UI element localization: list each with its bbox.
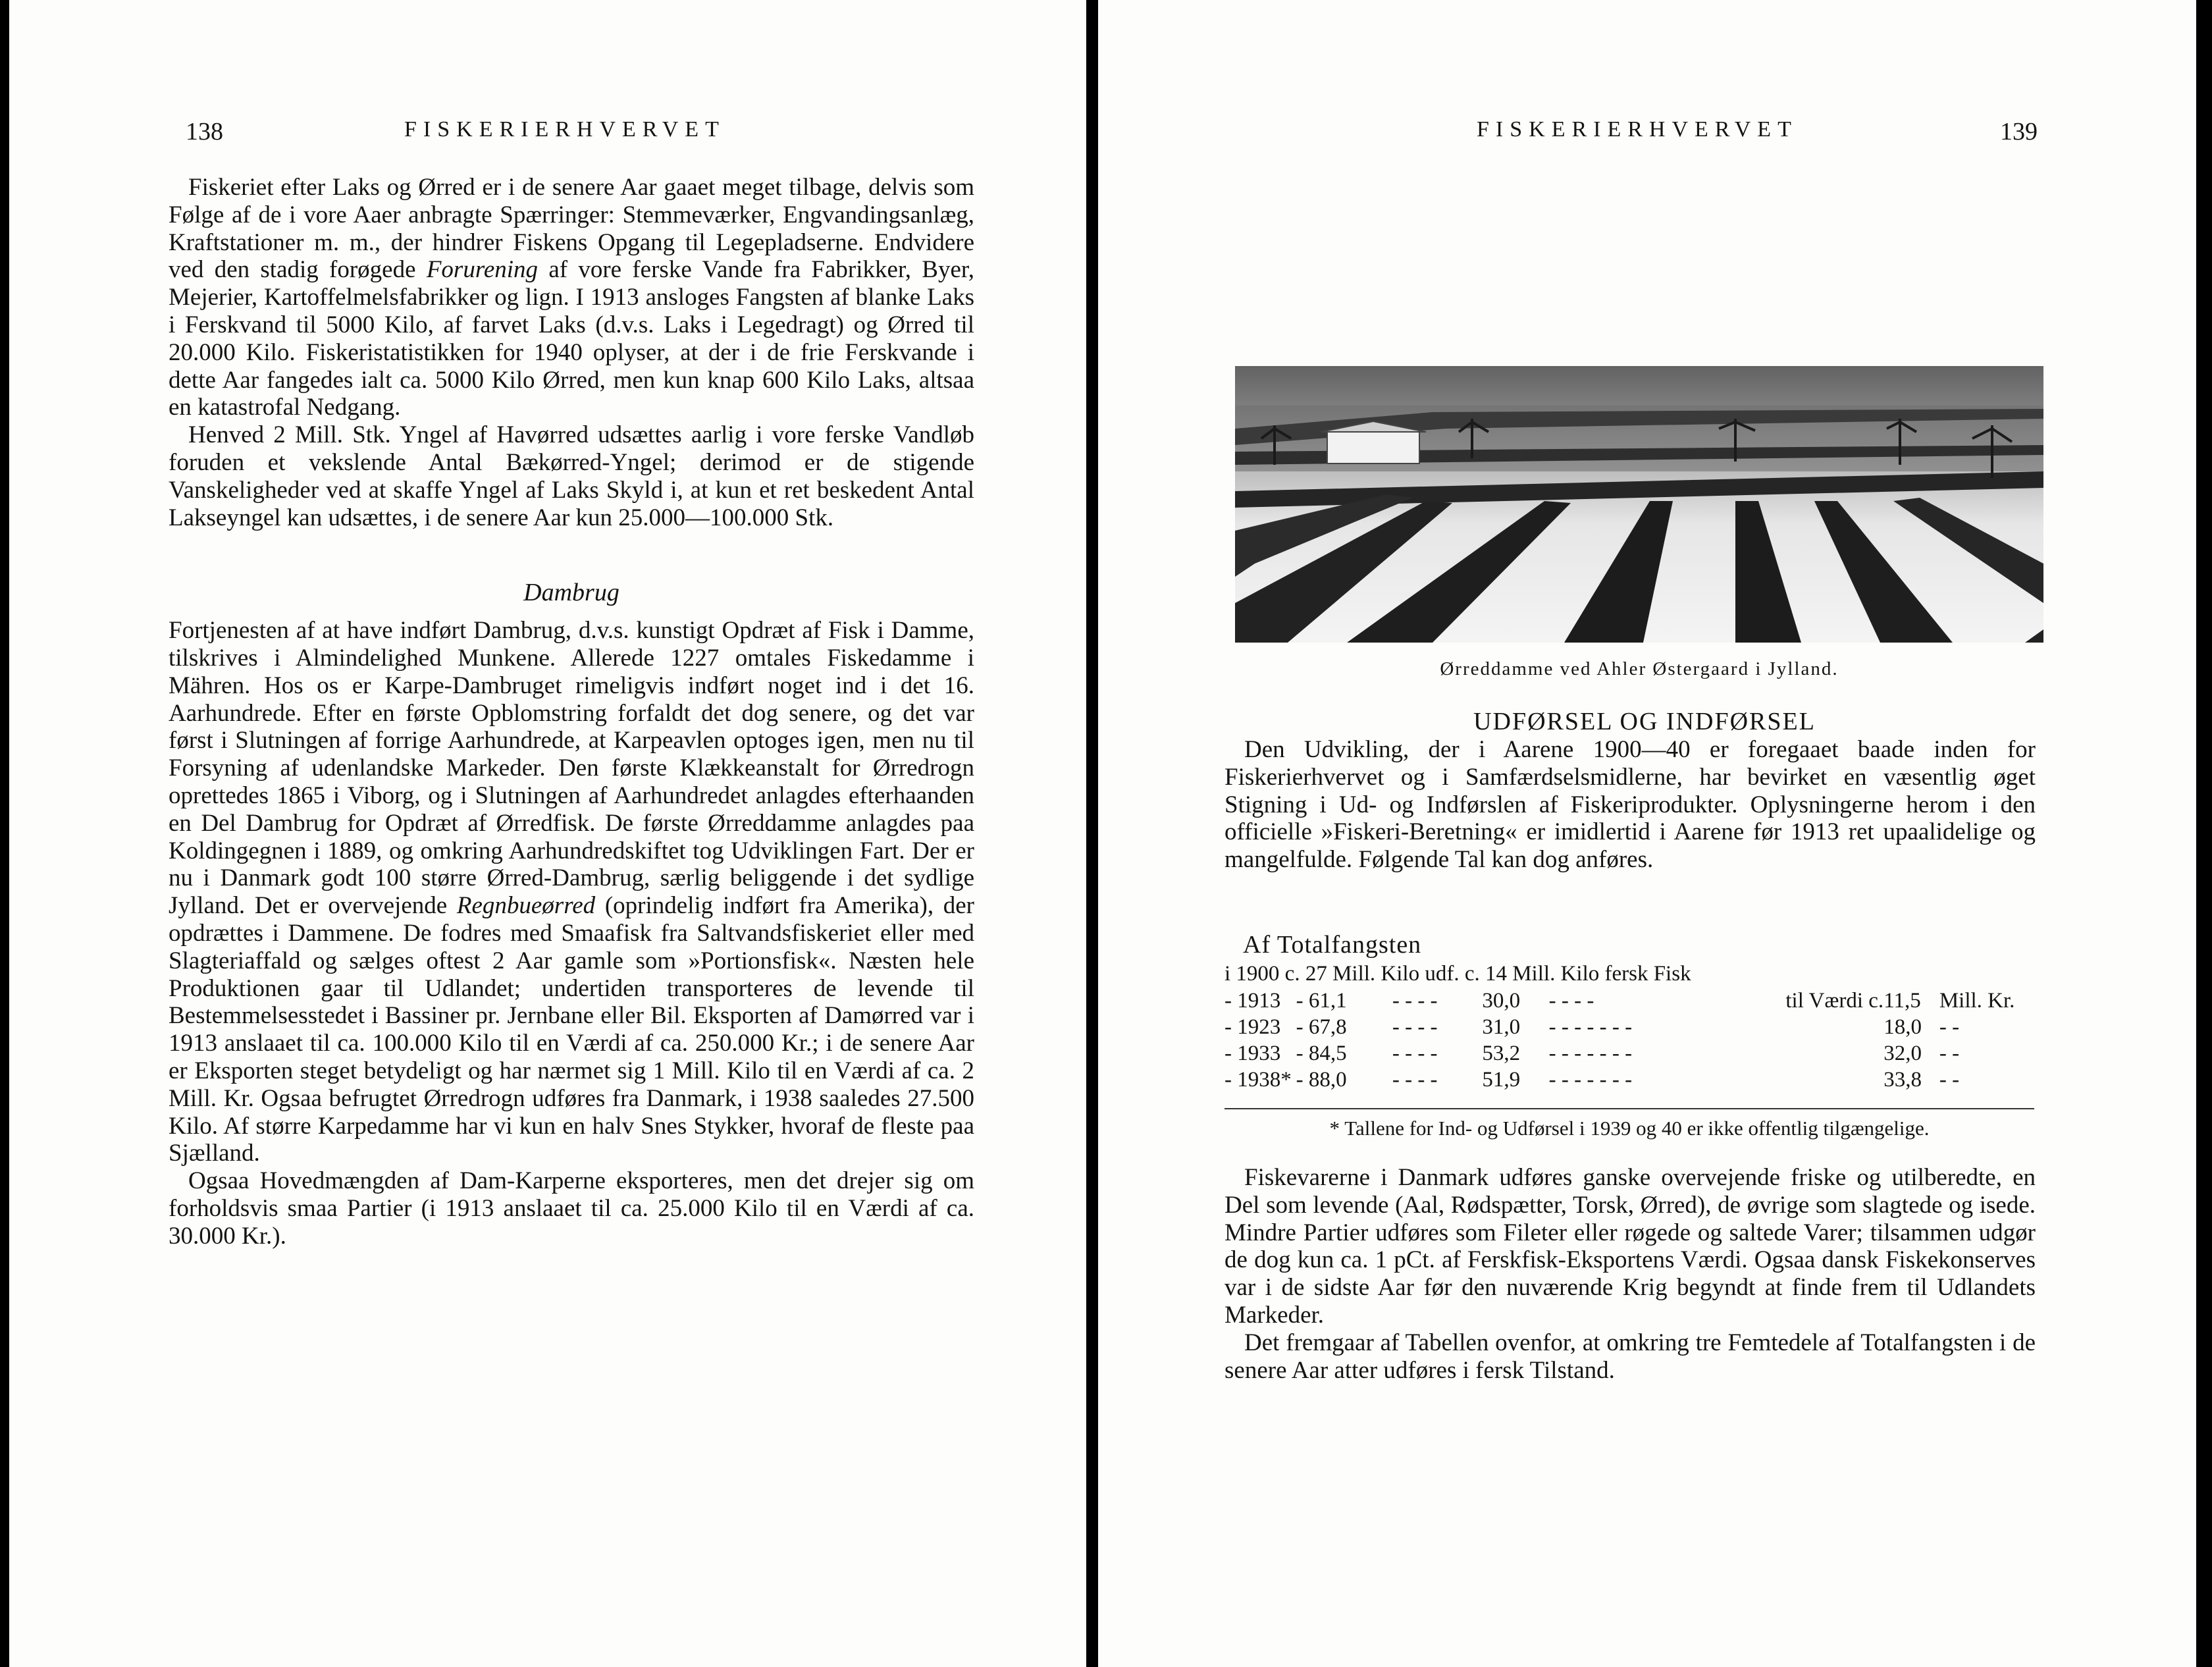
left-body-text <box>169 174 974 1250</box>
stats-row <box>1224 1040 2034 1067</box>
stats-cell-total: - 84,5 <box>1296 1041 1347 1065</box>
stats-cell-year: - 1913 <box>1224 988 1281 1013</box>
stats-cell-unit: - - <box>1939 1067 1960 1092</box>
stats-row <box>1224 1067 2034 1093</box>
stats-cell-unit: Mill. Kr. <box>1939 988 2015 1013</box>
subheading-dambrug: Dambrug <box>523 579 619 607</box>
stats-cell-exported: 53,2 <box>1482 1041 1521 1065</box>
right-body-text <box>1224 1164 2036 1384</box>
stats-cell-exported: 31,0 <box>1482 1015 1521 1039</box>
stats-cell-value: 18,0 <box>1883 1015 1922 1039</box>
stats-first-line: i 1900 c. 27 Mill. Kilo udf. c. 14 Mill. Kilo fersk Fisk <box>1224 962 1691 986</box>
stats-table <box>1224 988 2034 1093</box>
right-page <box>1098 0 2196 1667</box>
stats-row <box>1224 1014 2034 1040</box>
stats-cell-fill2: - - - - <box>1548 988 1594 1013</box>
stats-cell-fill1: - - - - <box>1392 1015 1438 1039</box>
stats-cell-exported: 30,0 <box>1482 988 1521 1013</box>
stats-cell-unit: - - <box>1939 1041 1960 1065</box>
trout-ponds-photo <box>1235 366 2043 643</box>
stats-cell-value: 33,8 <box>1883 1067 1922 1092</box>
page-number: 138 <box>186 118 223 146</box>
stats-cell-value-label: til Værdi c. <box>1785 988 1884 1013</box>
stats-cell-fill1: - - - - <box>1392 1067 1438 1092</box>
stats-cell-value: 32,0 <box>1883 1041 1922 1065</box>
stats-cell-fill2: - - - - - - - <box>1548 1041 1633 1065</box>
right-body-intro <box>1224 736 2036 874</box>
paragraph-dambrug: Fortjenesten af at have indført Dambrug, d.v.s. kunstigt Opdræt af Fisk i Damme, tilskrives i Almindelighed Munkene. Allerede 1227 omtales Fiskedamme i Mähren. Hos os er Karpe-Dambruget rimeligvis indført noget ind i det 16. Aarhundrede. Efter en første Opblomstring forfaldt det dog senere, og det var først i Slutningen af forrige Aarhundrede, at Karpeavlen optoges igen, men nu til Forsyning af udenlandske Markeder. Den første Klækkeanstalt for Ørredrogn oprettedes 1865 i Viborg, og i Slutningen af Aarhundredet anlagdes efterhaanden en Del Dambrug for Opdræt af Ørredfisk. De første Ørreddamme anlagdes paa Koldingegnen i 1889, og omkring Aarhundredskiftet tog Udviklingen Fart. Der er nu i Danmark godt 100 større Ørred-Dambrug, særlig beliggende i det sydlige Jylland. Det er overvejende Regnbueørred (oprindelig indført fra Amerika), der opdrættes i Dammene. De fodres med Smaafisk fra Saltvandsfiskeriet eller med Slagteriaffald og sælges oftest 2 Aar gamle som »Portionsfisk«. Næsten hele Produktionen gaar til Udlandet; undertiden transporteres de levende til Bestemmelsesstedet i Bassiner pr. Jernbane eller Bil. Eksporten af Damørred var i 1913 anslaaet til ca. 100.000 Kilo til en Værdi af ca. 250.000 Kr.; i de senere Aar er Eksporten steget betydeligt og har nærmet sig 1 Mill. Kilo til en Værdi af ca. 2 Mill. Kr. Ogsaa befrugtet Ørredrogn udføres fra Danmark, i 1938 saaledes 27.500 Kilo. Af større Karpedamme har vi kun en halv Snes Stykker, hvoraf de fleste paa Sjælland. <box>169 617 975 1167</box>
footnote: * Tallene for Ind- og Udførsel i 1939 og 40 er ikke offentlig tilgængelige. <box>1329 1117 1930 1140</box>
stats-cell-fill2: - - - - - - - <box>1548 1015 1633 1039</box>
stats-cell-fill1: - - - - <box>1392 1041 1438 1065</box>
stats-cell-unit: - - <box>1939 1015 1960 1039</box>
paragraph-udvikling: Den Udvikling, der i Aarene 1900—40 er foregaaet baade inden for Fiskerierhvervet og i Samfærdselsmidlerne, har bevirket en væsentlig øget Stigning i Ud- og Indførslen af Fiskeriprodukter. Oplysningerne herom i den officielle »Fiskeri-Beretning« er imidlertid i Aarene før 1913 ret upaalidelige og mangelfulde. Følgende Tal kan dog anføres. <box>1224 736 2036 874</box>
stats-cell-fill2: - - - - - - - <box>1548 1067 1633 1092</box>
photo-caption: Ørreddamme ved Ahler Østergaard i Jylland. <box>1440 658 1839 679</box>
stats-cell-fill1: - - - - <box>1392 988 1438 1013</box>
paragraph-laks-orred: Fiskeriet efter Laks og Ørred er i de senere Aar gaaet meget tilbage, delvis som Følge af de i vore Aaer anbragte Spærringer: Stemmeværker, Engvandingsanlæg, Kraftstationer m. m., der hindrer Fiskens Opgang til Legepladserne. Endvidere ved den stadig forøgede Forurening af vore ferske Vande fra Fabrikker, Byer, Mejerier, Kartoffelmelsfabrikker og lign. I 1913 ansloges Fangsten af blanke Laks i Ferskvand til 5000 Kilo, af farvet Laks (d.v.s. Laks i Legedragt) og Ørred til 20.000 Kilo. Fiskeristatistikken for 1940 oplyser, at der i de frie Ferskvande i dette Aar fangedes ialt ca. 5000 Kilo Ørred, men kun knap 600 Kilo Laks, altsaa en katastrofal Nedgang. <box>169 174 974 421</box>
stats-row <box>1224 988 2034 1014</box>
section-heading: UDFØRSEL OG INDFØRSEL <box>1473 708 1816 735</box>
paragraph-fiskevarerne: Fiskevarerne i Danmark udføres ganske overvejende friske og utilberedte, en Del som levende (Aal, Rødspætter, Torsk, Ørred), de øvrige som slagtede og isede. Mindre Partier udføres som Fileter eller røgede og saltede Varer; tilsammen udgør de dog kun ca. 1 pCt. af Ferskfisk-Eksportens Værdi. Ogsaa dansk Fiskekonserves var i de sidste Aar før den nuværende Krig begyndt at finde frem til Udlandets Markeder. <box>1224 1164 2036 1329</box>
running-head: FISKERIERHVERVET <box>1477 117 1798 142</box>
stats-cell-total: - 88,0 <box>1296 1067 1347 1092</box>
stats-title: Af Totalfangsten <box>1243 931 1422 959</box>
stats-cell-total: - 67,8 <box>1296 1015 1347 1039</box>
export-statistics <box>1224 930 2034 1093</box>
paragraph-karper: Ogsaa Hovedmængden af Dam-Karperne eksporteres, men det drejer sig om forholdsvis smaa Partier (i 1913 anslaaet til ca. 25.000 Kilo til en Værdi af ca. 30.000 Kr.). <box>169 1167 974 1250</box>
stats-cell-year: - 1923 <box>1224 1015 1281 1039</box>
stats-cell-year: - 1933 <box>1224 1041 1281 1065</box>
running-head: FISKERIERHVERVET <box>404 117 725 142</box>
footnote-rule <box>1224 1108 2034 1109</box>
stats-cell-value-label <box>1772 1014 1884 1040</box>
stats-cell-exported: 51,9 <box>1482 1067 1521 1092</box>
stats-cell-value-label <box>1772 1040 1884 1067</box>
page-number: 139 <box>2000 118 2038 146</box>
stats-cell-value: 11,5 <box>1883 988 1921 1013</box>
paragraph-tabellen: Det fremgaar af Tabellen ovenfor, at omkring tre Femtedele af Totalfangsten i de senere Aar atter udføres i fersk Tilstand. <box>1224 1329 2036 1384</box>
left-page <box>9 0 1086 1667</box>
stats-cell-value-label <box>1772 1067 1884 1093</box>
paragraph-yngel: Henved 2 Mill. Stk. Yngel af Havørred udsættes aarlig i vore ferske Vandløb foruden et vekslende Antal Bækørred-Yngel; derimod er de stigende Vanskeligheder ved at skaffe Yngel af Laks Skyld i, at kun et ret beskedent Antal Lakseyngel kan udsættes, i de senere Aar kun 25.000—100.000 Stk. <box>169 421 974 531</box>
photo-illustration <box>1235 366 2043 643</box>
stats-cell-year: - 1938* <box>1224 1067 1292 1092</box>
stats-cell-total: - 61,1 <box>1296 988 1347 1013</box>
